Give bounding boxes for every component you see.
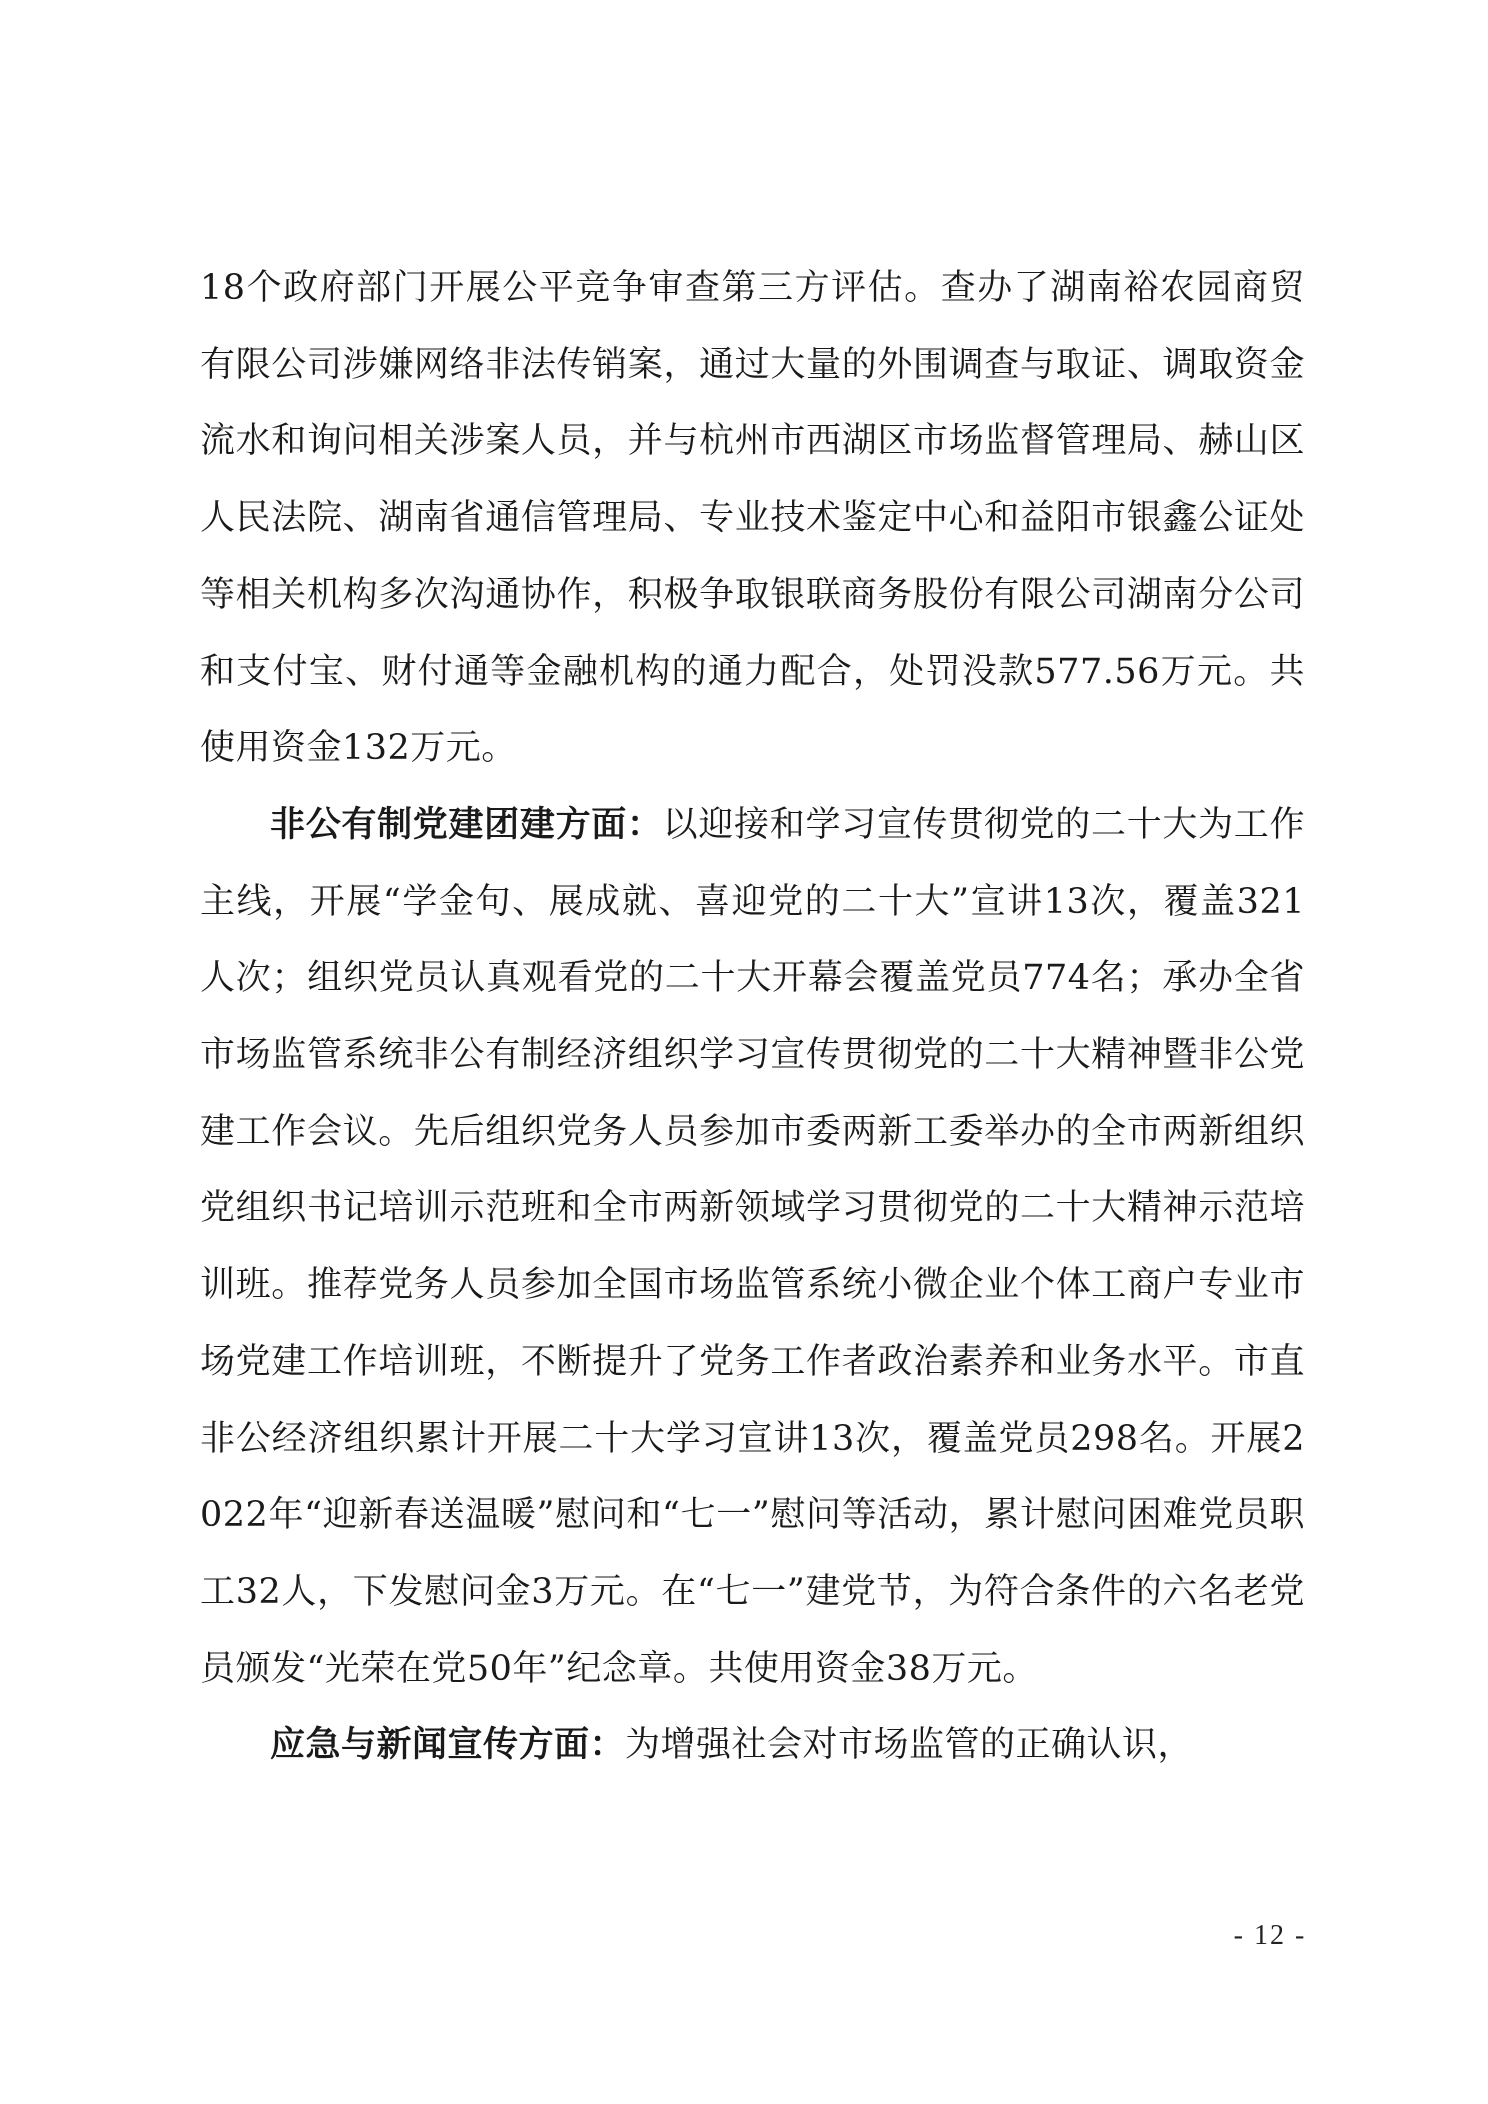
document-body [200,250,1305,1784]
page-number: - 12 - [1233,1920,1307,1951]
paragraph-text: 为增强社会对市场监管的正确认识， [625,1725,1194,1766]
paragraph-emergency-publicity [200,1707,1305,1784]
section-heading: 非公有制党建团建方面： [270,803,663,845]
paragraph-continuation [200,250,1305,787]
paragraph-text: 18个政府部门开展公平竞争审查第三方评估。查办了湖南裕农园商贸有限公司涉嫌网络非法传销案，通过大量的外围调查与取证、调取资金流水和询问相关涉案人员，并与杭州市西湖区市场监督管理局、赫山区人民法院、湖南省通信管理局、专业技术鉴定中心和益阳市银鑫公证处等相关机构多次沟通协作，积极争取银联商务股份有限公司湖南分公司和支付宝、财付通等金融机构的通力配合，处罚没款577.56万元。共使用资金132万元。 [200,268,1305,769]
paragraph-party-building [200,787,1305,1707]
paragraph-text: 以迎接和学习宣传贯彻党的二十大为工作主线，开展“学金句、展成就、喜迎党的二十大”宣讲13次，覆盖321人次；组织党员认真观看党的二十大开幕会覆盖党员774名；承办全省市场监管系统非公有制经济组织学习宣传贯彻党的二十大精神暨非公党建工作会议。先后组织党务人员参加市委两新工委举办的全市两新组织党组织书记培训示范班和全市两新领域学习贯彻党的二十大精神示范培训班。推荐党务人员参加全国市场监管系统小微企业个体工商户专业市场党建工作培训班，不断提升了党务工作者政治素养和业务水平。市直非公经济组织累计开展二十大学习宣讲13次，覆盖党员298名。开展2022年“迎新春送温暖”慰问和“七一”慰问等活动，累计慰问困难党员职工32人，下发慰问金3万元。在“七一”建党节，为符合条件的六名老党员颁发“光荣在党50年”纪念章。共使用资金38万元。 [200,804,1305,1689]
section-heading: 应急与新闻宣传方面： [270,1724,626,1766]
